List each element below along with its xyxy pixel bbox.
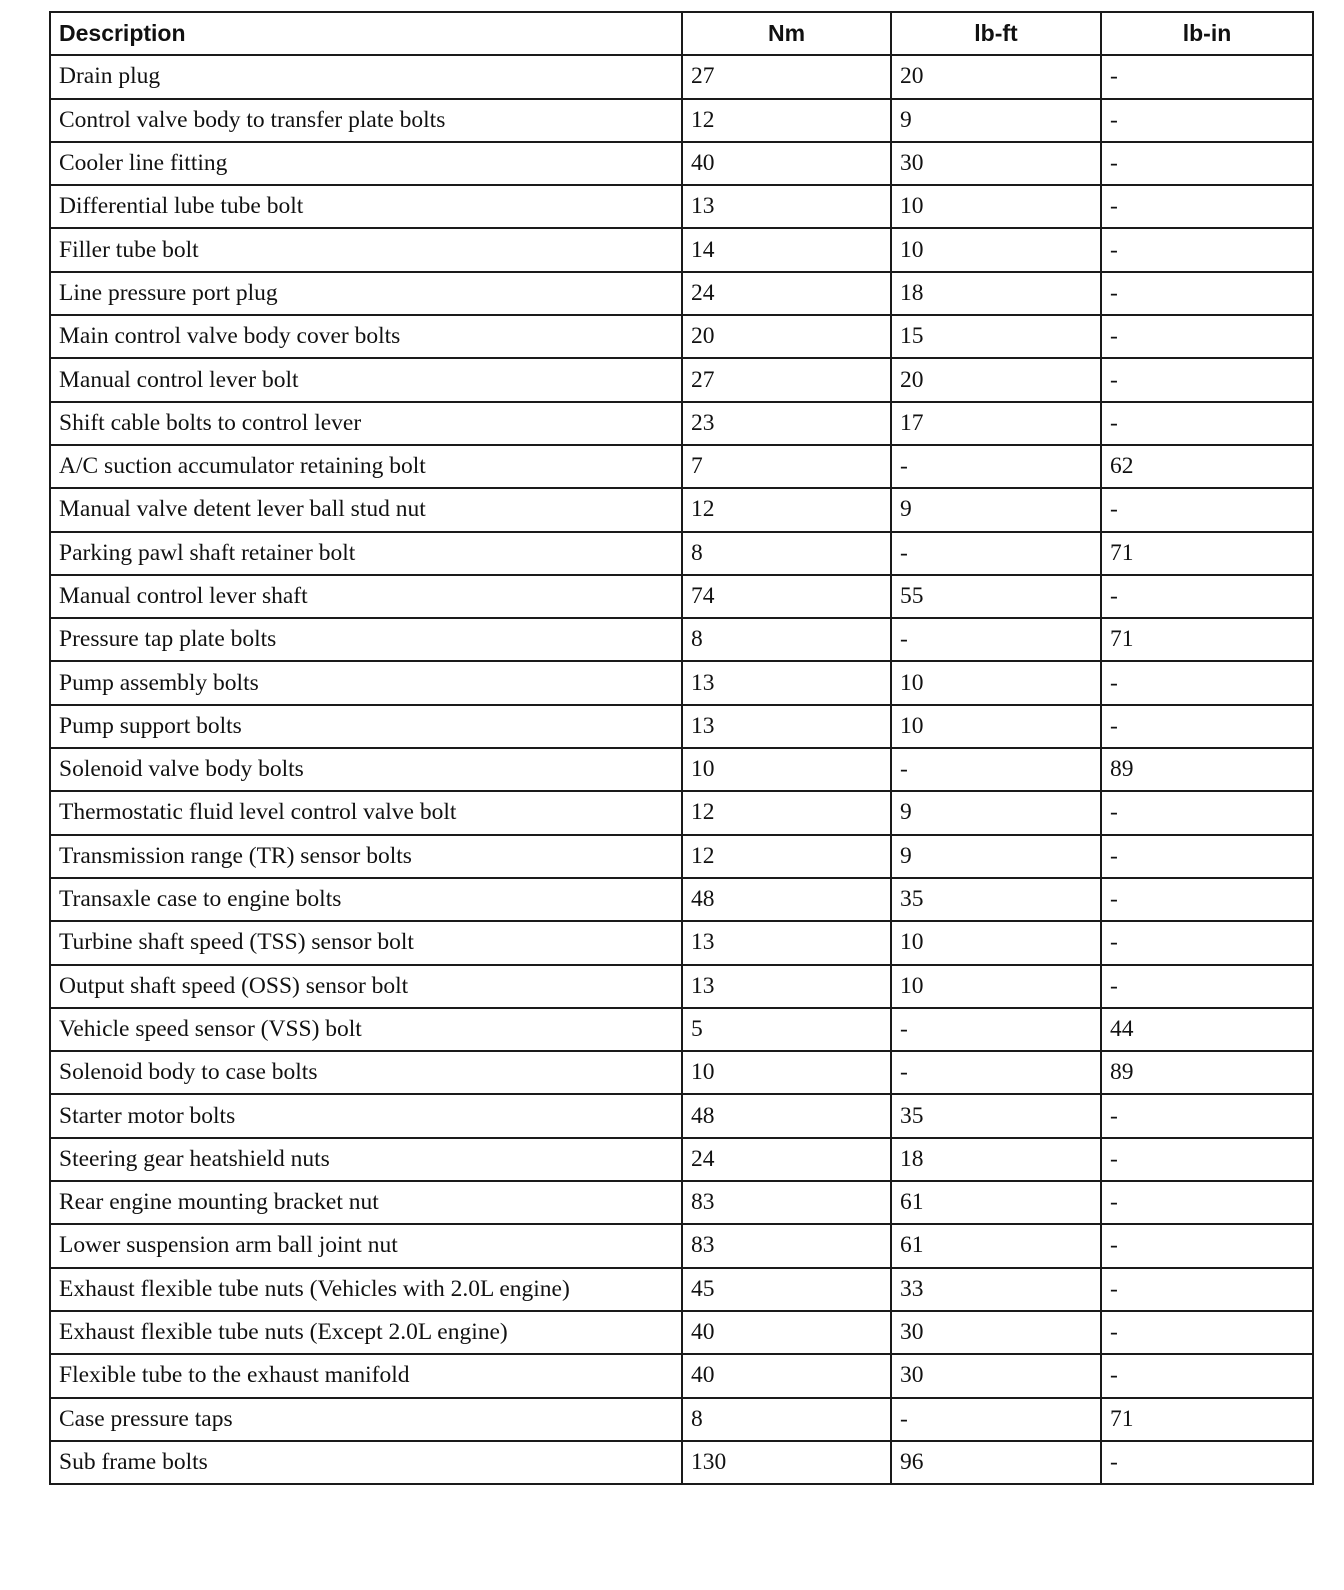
cell-nm: 74 [682, 575, 891, 618]
table-row [50, 1224, 1313, 1267]
cell-lb-in: - [1101, 228, 1313, 271]
cell-nm: 12 [682, 488, 891, 531]
cell-lb-in: 62 [1101, 445, 1313, 488]
cell-description: Manual control lever bolt [50, 358, 682, 401]
cell-lb-in: - [1101, 1181, 1313, 1224]
cell-description: Flexible tube to the exhaust manifold [50, 1354, 682, 1397]
cell-description: Main control valve body cover bolts [50, 315, 682, 358]
cell-nm: 20 [682, 315, 891, 358]
cell-nm: 7 [682, 445, 891, 488]
cell-lb-in: - [1101, 791, 1313, 834]
table-row [50, 748, 1313, 791]
cell-description: Differential lube tube bolt [50, 185, 682, 228]
cell-lb-in: - [1101, 358, 1313, 401]
cell-lb-ft: 9 [891, 488, 1101, 531]
table-row [50, 1311, 1313, 1354]
cell-lb-ft: 35 [891, 1094, 1101, 1137]
cell-description: Control valve body to transfer plate bolts [50, 99, 682, 142]
cell-description: Turbine shaft speed (TSS) sensor bolt [50, 921, 682, 964]
cell-lb-in: - [1101, 1311, 1313, 1354]
cell-lb-ft: - [891, 618, 1101, 661]
cell-description: Manual valve detent lever ball stud nut [50, 488, 682, 531]
cell-lb-in: - [1101, 55, 1313, 98]
cell-description: Solenoid valve body bolts [50, 748, 682, 791]
table-row [50, 661, 1313, 704]
cell-lb-ft: 10 [891, 965, 1101, 1008]
cell-description: A/C suction accumulator retaining bolt [50, 445, 682, 488]
cell-lb-ft: 33 [891, 1268, 1101, 1311]
cell-nm: 8 [682, 1398, 891, 1441]
cell-nm: 83 [682, 1224, 891, 1267]
table-row [50, 705, 1313, 748]
cell-lb-in: 71 [1101, 532, 1313, 575]
cell-nm: 12 [682, 835, 891, 878]
header-lb-in: lb-in [1101, 12, 1313, 55]
cell-nm: 24 [682, 272, 891, 315]
cell-lb-ft: 20 [891, 55, 1101, 98]
cell-lb-in: - [1101, 661, 1313, 704]
cell-nm: 27 [682, 358, 891, 401]
cell-lb-ft: 30 [891, 1311, 1101, 1354]
cell-description: Filler tube bolt [50, 228, 682, 271]
cell-lb-ft: 18 [891, 1138, 1101, 1181]
cell-nm: 24 [682, 1138, 891, 1181]
table-row [50, 1181, 1313, 1224]
cell-lb-ft: - [891, 445, 1101, 488]
table-row [50, 1268, 1313, 1311]
table-row [50, 791, 1313, 834]
cell-lb-ft: - [891, 1051, 1101, 1094]
cell-lb-ft: 15 [891, 315, 1101, 358]
cell-description: Cooler line fitting [50, 142, 682, 185]
table-row [50, 402, 1313, 445]
cell-lb-ft: 61 [891, 1181, 1101, 1224]
cell-lb-in: 89 [1101, 1051, 1313, 1094]
table-row [50, 55, 1313, 98]
cell-lb-in: 71 [1101, 1398, 1313, 1441]
table-row [50, 99, 1313, 142]
header-lb-ft: lb-ft [891, 12, 1101, 55]
cell-description: Rear engine mounting bracket nut [50, 1181, 682, 1224]
cell-lb-ft: 20 [891, 358, 1101, 401]
cell-nm: 83 [682, 1181, 891, 1224]
cell-description: Thermostatic fluid level control valve bolt [50, 791, 682, 834]
cell-lb-in: 71 [1101, 618, 1313, 661]
cell-nm: 13 [682, 185, 891, 228]
cell-description: Line pressure port plug [50, 272, 682, 315]
cell-lb-ft: - [891, 1008, 1101, 1051]
cell-lb-ft: 96 [891, 1441, 1101, 1484]
cell-lb-in: 44 [1101, 1008, 1313, 1051]
cell-lb-in: - [1101, 185, 1313, 228]
cell-lb-ft: 9 [891, 99, 1101, 142]
cell-description: Output shaft speed (OSS) sensor bolt [50, 965, 682, 1008]
cell-lb-in: - [1101, 142, 1313, 185]
table-header [50, 12, 1313, 55]
cell-description: Parking pawl shaft retainer bolt [50, 532, 682, 575]
cell-nm: 23 [682, 402, 891, 445]
cell-nm: 27 [682, 55, 891, 98]
cell-lb-ft: 10 [891, 185, 1101, 228]
cell-nm: 13 [682, 705, 891, 748]
cell-nm: 40 [682, 1311, 891, 1354]
cell-lb-ft: 10 [891, 228, 1101, 271]
cell-nm: 13 [682, 661, 891, 704]
cell-description: Pump support bolts [50, 705, 682, 748]
cell-lb-in: - [1101, 878, 1313, 921]
cell-lb-ft: 35 [891, 878, 1101, 921]
header-nm: Nm [682, 12, 891, 55]
cell-nm: 13 [682, 965, 891, 1008]
cell-nm: 8 [682, 618, 891, 661]
cell-nm: 48 [682, 1094, 891, 1137]
cell-description: Manual control lever shaft [50, 575, 682, 618]
cell-lb-in: - [1101, 705, 1313, 748]
cell-nm: 8 [682, 532, 891, 575]
cell-lb-ft: 10 [891, 921, 1101, 964]
header-description: Description [50, 12, 682, 55]
cell-description: Sub frame bolts [50, 1441, 682, 1484]
cell-lb-in: 89 [1101, 748, 1313, 791]
cell-lb-ft: 9 [891, 835, 1101, 878]
table-row [50, 185, 1313, 228]
cell-lb-in: - [1101, 1354, 1313, 1397]
table-row [50, 1094, 1313, 1137]
cell-description: Pressure tap plate bolts [50, 618, 682, 661]
cell-description: Lower suspension arm ball joint nut [50, 1224, 682, 1267]
cell-nm: 130 [682, 1441, 891, 1484]
table-row [50, 142, 1313, 185]
cell-nm: 45 [682, 1268, 891, 1311]
cell-nm: 48 [682, 878, 891, 921]
cell-lb-in: - [1101, 835, 1313, 878]
cell-lb-in: - [1101, 1138, 1313, 1181]
cell-lb-ft: 17 [891, 402, 1101, 445]
cell-description: Steering gear heatshield nuts [50, 1138, 682, 1181]
cell-description: Pump assembly bolts [50, 661, 682, 704]
cell-nm: 40 [682, 1354, 891, 1397]
table-row [50, 878, 1313, 921]
cell-description: Starter motor bolts [50, 1094, 682, 1137]
table-row [50, 1008, 1313, 1051]
header-row [50, 12, 1313, 55]
cell-lb-in: - [1101, 402, 1313, 445]
cell-lb-ft: 55 [891, 575, 1101, 618]
cell-lb-in: - [1101, 575, 1313, 618]
cell-description: Exhaust flexible tube nuts (Vehicles with 2.0L engine) [50, 1268, 682, 1311]
cell-lb-in: - [1101, 488, 1313, 531]
table-row [50, 921, 1313, 964]
cell-lb-ft: - [891, 1398, 1101, 1441]
cell-lb-in: - [1101, 315, 1313, 358]
table-row [50, 1441, 1313, 1484]
cell-lb-ft: 61 [891, 1224, 1101, 1267]
cell-description: Transaxle case to engine bolts [50, 878, 682, 921]
table-row [50, 272, 1313, 315]
cell-nm: 12 [682, 791, 891, 834]
cell-description: Case pressure taps [50, 1398, 682, 1441]
cell-lb-ft: 18 [891, 272, 1101, 315]
cell-lb-in: - [1101, 99, 1313, 142]
cell-lb-in: - [1101, 921, 1313, 964]
table-row [50, 358, 1313, 401]
cell-nm: 13 [682, 921, 891, 964]
cell-lb-in: - [1101, 272, 1313, 315]
table-row [50, 835, 1313, 878]
cell-lb-in: - [1101, 1268, 1313, 1311]
cell-description: Exhaust flexible tube nuts (Except 2.0L engine) [50, 1311, 682, 1354]
torque-specification-table [49, 11, 1314, 1485]
cell-lb-in: - [1101, 1441, 1313, 1484]
table-row [50, 618, 1313, 661]
table-row [50, 315, 1313, 358]
cell-lb-in: - [1101, 965, 1313, 1008]
cell-lb-ft: - [891, 748, 1101, 791]
cell-lb-in: - [1101, 1224, 1313, 1267]
cell-lb-ft: 10 [891, 661, 1101, 704]
cell-description: Vehicle speed sensor (VSS) bolt [50, 1008, 682, 1051]
table-body [50, 55, 1313, 1484]
cell-lb-ft: - [891, 532, 1101, 575]
table-row [50, 575, 1313, 618]
table-row [50, 228, 1313, 271]
cell-nm: 10 [682, 1051, 891, 1094]
table-row [50, 965, 1313, 1008]
table-row [50, 445, 1313, 488]
cell-nm: 14 [682, 228, 891, 271]
table-row [50, 1051, 1313, 1094]
cell-nm: 5 [682, 1008, 891, 1051]
cell-description: Transmission range (TR) sensor bolts [50, 835, 682, 878]
cell-description: Solenoid body to case bolts [50, 1051, 682, 1094]
table-row [50, 1354, 1313, 1397]
table-row [50, 488, 1313, 531]
cell-lb-ft: 30 [891, 1354, 1101, 1397]
cell-description: Drain plug [50, 55, 682, 98]
table-row [50, 1138, 1313, 1181]
cell-nm: 40 [682, 142, 891, 185]
cell-description: Shift cable bolts to control lever [50, 402, 682, 445]
cell-lb-in: - [1101, 1094, 1313, 1137]
table-row [50, 532, 1313, 575]
cell-lb-ft: 10 [891, 705, 1101, 748]
cell-nm: 10 [682, 748, 891, 791]
table-row [50, 1398, 1313, 1441]
cell-lb-ft: 30 [891, 142, 1101, 185]
cell-nm: 12 [682, 99, 891, 142]
cell-lb-ft: 9 [891, 791, 1101, 834]
